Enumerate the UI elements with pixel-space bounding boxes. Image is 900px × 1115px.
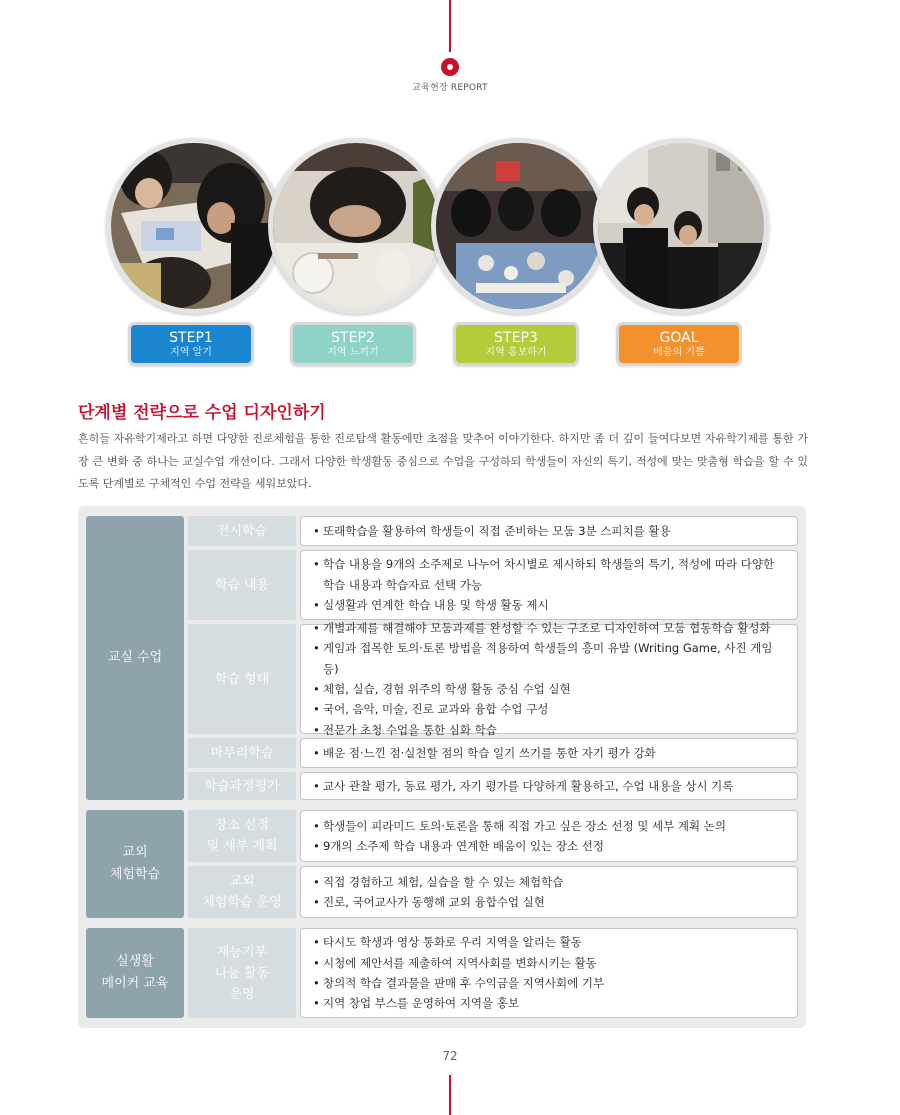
goal-subtitle: 배움의 기쁨	[653, 347, 705, 358]
row-content	[300, 772, 798, 800]
list-item: • 개별과제를 해결해야 모둠과제를 완성할 수 있는 구조로 디자인하여 모둠 협동학습 활성화	[313, 618, 787, 638]
list-item: • 9개의 소주제 학습 내용과 연계한 배움이 있는 장소 선정	[313, 836, 787, 856]
row-content	[300, 516, 798, 546]
category-maker: 실생활 메이커 교육	[86, 928, 184, 1018]
step1-title: STEP1	[169, 330, 213, 346]
list-item: • 학습 내용을 9개의 소주제로 나누어 차시별로 제시하되 학생들의 특기, 적성에 따라 다양한 학습 내용과 학습자료 선택 가능	[313, 554, 787, 595]
step2-badge	[290, 322, 416, 366]
list-item: • 지역 창업 부스를 운영하여 지역을 홍보	[313, 993, 787, 1013]
page-number: 72	[442, 1049, 458, 1063]
row-content	[300, 866, 798, 918]
bottom-divider-line	[449, 1075, 451, 1115]
sub-label: 학습 내용	[188, 550, 296, 620]
sub-label: 교외 체험학습 운영	[188, 866, 296, 918]
list-item: • 실생활과 연계한 학습 내용 및 학생 활동 제시	[313, 595, 787, 615]
photo-goal-group	[593, 138, 769, 314]
step1-badge	[128, 322, 254, 366]
list-item: • 시청에 제안서를 제출하여 지역사회를 변화시키는 활동	[313, 953, 787, 973]
step3-subtitle: 지역 홍보하기	[485, 347, 547, 358]
list-item: • 체험, 실습, 경험 위주의 학생 활동 중심 수업 실현	[313, 679, 787, 699]
step3-badge	[453, 322, 579, 366]
sub-label: 재능기부 나눔 활동 운영	[188, 928, 296, 1018]
category-classroom: 교실 수업	[86, 516, 184, 800]
report-label: 교육현장 REPORT	[412, 83, 488, 93]
row-content	[300, 928, 798, 1018]
sub-label: 전시학습	[188, 516, 296, 546]
row-content	[300, 738, 798, 768]
list-item: • 국어, 음악, 미술, 진로 교과와 융합 수업 구성	[313, 699, 787, 719]
goal-title: GOAL	[659, 330, 699, 346]
list-item: • 배운 점·느낀 점·실천할 점의 학습 일기 쓰기를 통한 자기 평가 강화	[313, 743, 787, 763]
list-item: • 게임과 접목한 토의·토론 방법을 적용하여 학생들의 흥미 유발 (Writing Game, 사진 게임 등)	[313, 638, 787, 679]
sub-label: 마무리학습	[188, 738, 296, 768]
list-item: • 타시도 학생과 영상 통화로 우리 지역을 알리는 활동	[313, 932, 787, 952]
row-content	[300, 620, 798, 737]
step2-subtitle: 지역 느끼기	[327, 347, 379, 358]
step3-title: STEP3	[494, 330, 538, 346]
list-item: • 진로, 국어교사가 동행해 교외 융합수업 실현	[313, 892, 787, 912]
row-content	[300, 810, 798, 862]
photo-step3-booth	[431, 138, 607, 314]
list-item: • 직접 경험하고 체험, 실습을 할 수 있는 체험학습	[313, 872, 787, 892]
step1-subtitle: 지역 알기	[170, 347, 212, 358]
list-item: • 또래학습을 활용하여 학생들이 직접 준비하는 모둠 3분 스피치를 활용	[313, 521, 787, 541]
photo-step2-crafting	[268, 138, 444, 314]
top-divider-line	[449, 0, 451, 52]
step2-title: STEP2	[331, 330, 375, 346]
sub-label: 학습 형태	[188, 624, 296, 734]
list-item: • 창의적 학습 결과물을 판매 후 수익금을 지역사회에 기부	[313, 973, 787, 993]
sub-label: 장소 선정 및 세부 계획	[188, 810, 296, 862]
report-marker-icon	[441, 58, 459, 76]
photo-step1-classroom	[106, 138, 282, 314]
category-field-trip: 교외 체험학습	[86, 810, 184, 918]
intro-paragraph: 흔히들 자유학기제라고 하면 다양한 진로체험을 통한 진로탐색 활동에만 초점을 맞추어 이야기한다. 하지만 좀 더 깊이 들여다보면 자유학기제를 통한 가장 큰 변화 중 하나는 교실수업 개선이다. 그래서 다양한 학생활동 중심으로 수업을 구성하되 학생들이 자신의 특기, 적성에 맞는 맞춤형 학습을 할 수 있도록 단계별로 구체적인 수업 전략을 세워보았다.	[78, 432, 808, 490]
list-item: • 학생들이 피라미드 토의·토론을 통해 직접 가고 싶은 장소 선정 및 세부 계획 논의	[313, 816, 787, 836]
sub-label: 학습과정평가	[188, 772, 296, 800]
list-item: • 교사 관찰 평가, 동료 평가, 자기 평가를 다양하게 활용하고, 수업 내용을 상시 기록	[313, 776, 787, 796]
strategy-table	[78, 506, 806, 1028]
list-item: • 전문가 초청 수업을 통한 심화 학습	[313, 720, 787, 740]
goal-badge	[616, 322, 742, 366]
section-title: 단계별 전략으로 수업 디자인하기	[78, 403, 326, 423]
row-content	[300, 550, 798, 620]
